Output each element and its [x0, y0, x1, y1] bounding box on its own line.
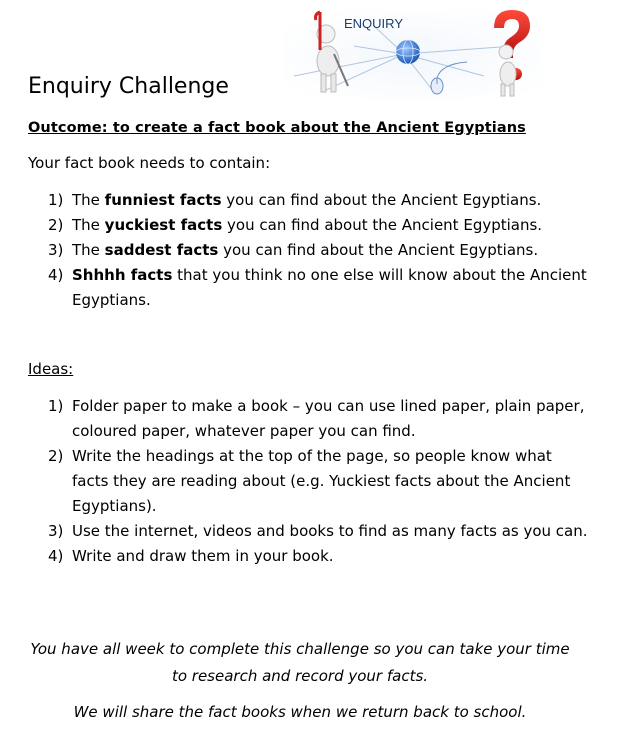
item-text: Write and draw them in your book.	[72, 547, 334, 565]
globe-icon	[396, 40, 420, 64]
list-item	[48, 238, 588, 263]
list-item	[48, 394, 588, 444]
item-text-pre: The	[72, 241, 105, 259]
list-number: 3)	[48, 241, 64, 259]
item-text-post: that you think no one else will know about the Ancient Egyptians.	[72, 266, 587, 309]
list-item	[48, 188, 588, 213]
list-number: 1)	[48, 397, 64, 415]
item-text-bold: funniest facts	[104, 191, 222, 209]
contents-list	[48, 188, 588, 313]
enquiry-banner	[284, 6, 546, 98]
list-number: 4)	[48, 266, 64, 284]
item-text-post: you can find about the Ancient Egyptians.	[222, 216, 543, 234]
list-item	[48, 519, 588, 544]
list-number: 2)	[48, 447, 64, 465]
outcome-statement: Outcome: to create a fact book about the Ancient Egyptians	[28, 120, 526, 136]
item-text-post: you can find about the Ancient Egyptians.	[221, 191, 542, 209]
closing-note-week: You have all week to complete this challenge so you can take your time to research and record your facts.	[30, 640, 570, 685]
item-text-bold: Shhhh facts	[72, 266, 173, 284]
list-item	[48, 544, 588, 569]
page-title: Enquiry Challenge	[28, 74, 229, 99]
item-text-bold: yuckiest facts	[104, 216, 223, 234]
list-number: 3)	[48, 522, 64, 540]
list-item	[48, 213, 588, 238]
item-text: Write the headings at the top of the page, so people know what facts they are reading about (e.g. Yuckiest facts about the Ancient Egyptians).	[72, 447, 571, 515]
banner-label: ENQUIRY	[344, 16, 403, 31]
item-text-bold: saddest facts	[104, 241, 219, 259]
list-number: 1)	[48, 191, 64, 209]
intro-text: Your fact book needs to contain:	[28, 154, 271, 172]
list-item	[48, 444, 588, 519]
ideas-list	[48, 394, 588, 569]
item-text: Use the internet, videos and books to find as many facts as you can.	[72, 522, 588, 540]
item-text-pre: The	[72, 216, 105, 234]
list-number: 4)	[48, 547, 64, 565]
item-text: Folder paper to make a book – you can use lined paper, plain paper, coloured paper, whatever paper you can find.	[72, 397, 585, 440]
list-number: 2)	[48, 216, 64, 234]
ideas-heading: Ideas:	[28, 360, 74, 378]
item-text-pre: The	[72, 191, 105, 209]
item-text-post: you can find about the Ancient Egyptians.	[218, 241, 539, 259]
list-item	[48, 263, 588, 313]
closing-note-share: We will share the fact books when we return back to school.	[73, 703, 527, 721]
